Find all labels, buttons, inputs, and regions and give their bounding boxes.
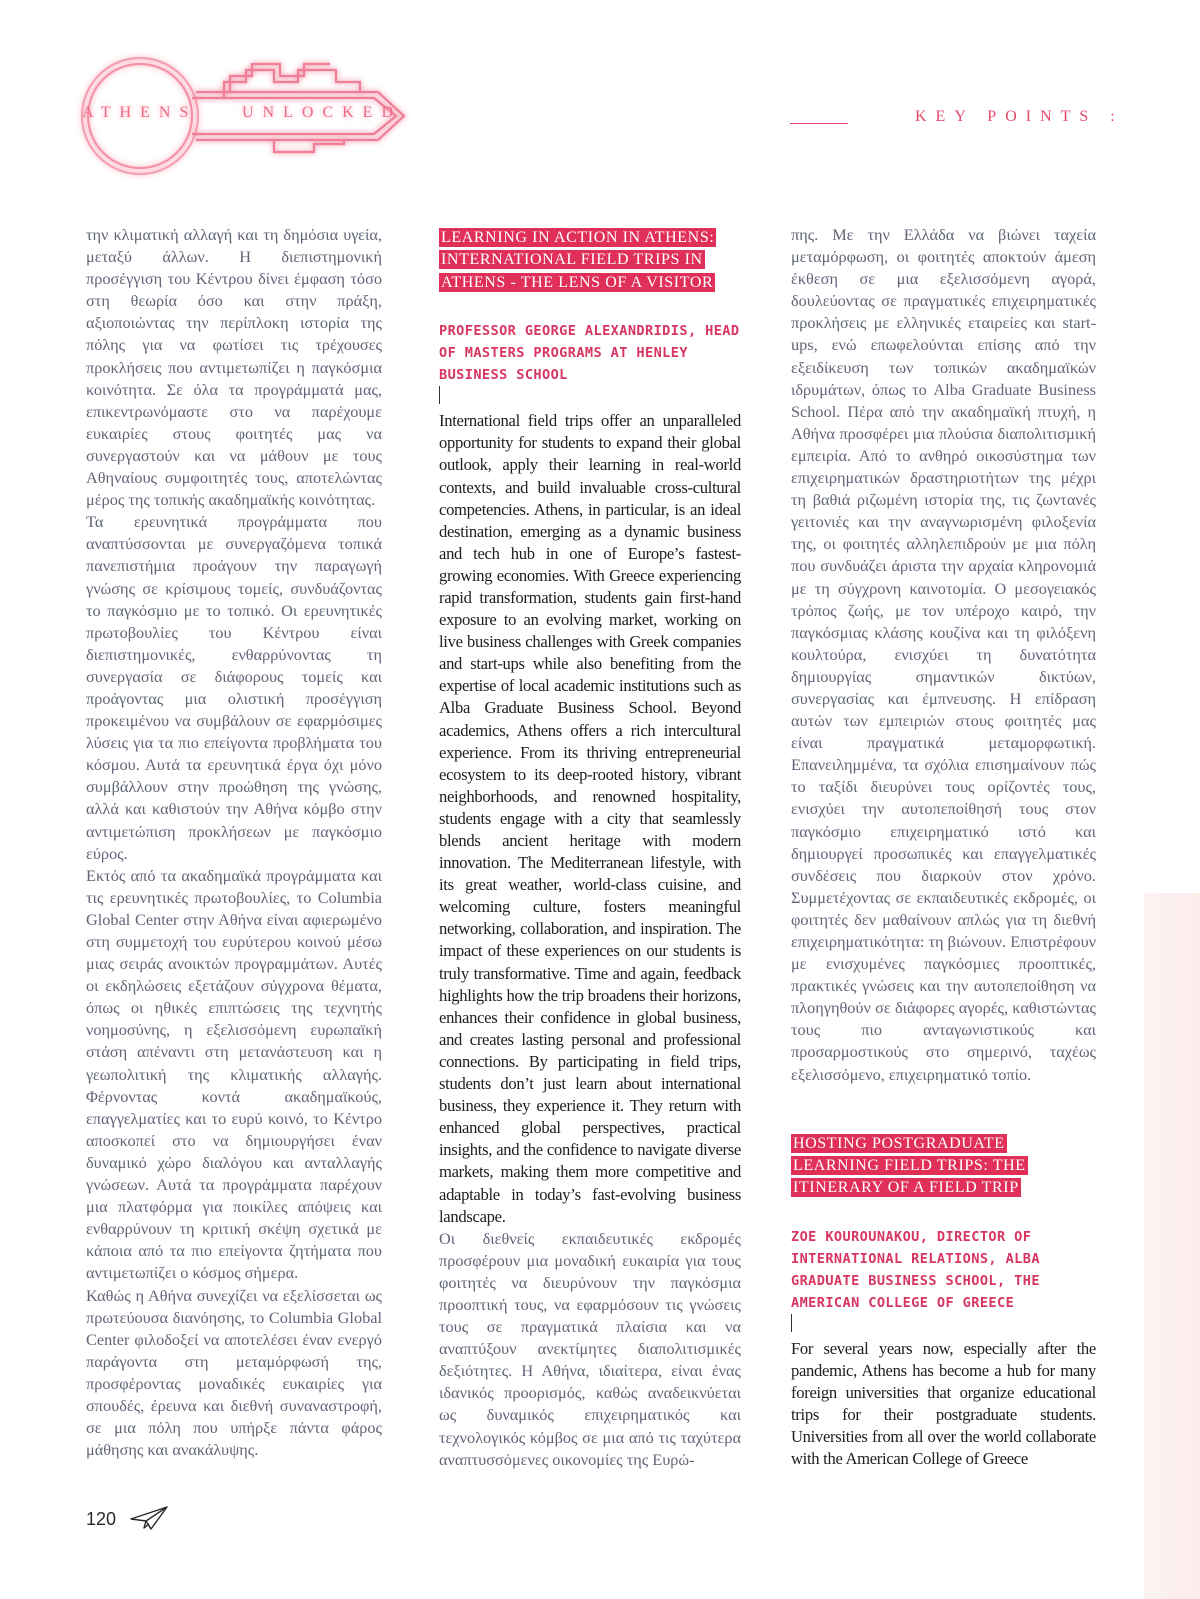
article-1-body-greek: Οι διεθνείς εκπαιδευτικές εκδρομές προσφέρουν μια μοναδική ευκαιρία για τους φοιτητές να διευρύνουν την παγκόσμια προοπτική τους, να εφαρμόσουν τις γνώσεις τους σε πραγματικά πλαίσια και να αναπτύξουν ανεκτίμητες διαπολιτισμικές δεξιότητες. Η Αθήνα, ιδιαίτερα, είναι ένας ιδανικός προορισμός, καθώς αναδεικνύεται ως δυναμικός επιχειρηματικός και τεχνολογικός κόμβος σε μια από τις ταχύτερα αναπτυσσόμενες οικονομίες της Ευρώ- [439,1228,741,1469]
author-divider [439,386,440,404]
decorative-side-strip [1144,893,1200,1599]
athens-unlocked-logo [74,48,414,188]
paper-plane-icon [129,1505,169,1531]
col1-paragraph-4: Καθώς η Αθήνα συνεχίζει να εξελίσσεται ως πρωτεύουσα διανόησης, το Columbia Global Center φιλοδοξεί να αποτελέσει έναν ενεργό παράγοντα στη μεταμόρφωσή της, προσφέροντας μοναδικές ευκαιρίες για σπουδές, έρευνα και διεθνή συναναστροφή, σε μια πόλη που υπήρξε πάντα φάρος μάθησης και ανακάλυψης. [86,1285,382,1460]
article-2-heading [791,1133,1091,1200]
author-divider-2 [791,1314,792,1332]
article-1-heading [439,227,739,294]
article-2-body-english: For several years now, especially after the pandemic, Athens has become a hub for many foreign universities that organize educational trips for their postgraduate students. Universities from all over the world collaborate with the American College of Greece [791,1338,1096,1469]
page-number: 120 [86,1509,117,1529]
logo-word-unlocked: UNLOCKED [242,104,402,121]
article-2-author: ZOE KOUROUNAKOU, DIRECTOR OF INTERNATIONAL RELATIONS, ALBA GRADUATE BUSINESS SCHOOL, THE AMERICAN COLLEGE OF GREECE [791,1228,1040,1311]
col1-paragraph-2: Τα ερευνητικά προγράμματα που αναπτύσσονται με συνεργαζόμενα τοπικά πανεπιστήμια προάγουν την παραγωγή γνώσης σε κρίσιμους τομείς, συνδυάζοντας το παγκόσμιο με το τοπικό. Οι ερευνητικές πρωτοβουλίες του Κέντρου είναι διεπιστημονικές, ενθαρρύνοντας τη συνεργασία σε διάφορους τομείς και προάγοντας μια ολιστική προσέγγιση προκειμένου να συμβάλουν σε εφαρμόσιμες λύσεις για τα πιο επείγοντα προβλήματα του κόσμου. Αυτά τα ερευνητικά έργα όχι μόνο συμβάλλουν στην προώθηση της γνώσης, αλλά και καθιστούν την Αθήνα κόμβο στην αντιμετώπιση προκλήσεων με παγκόσμιο εύρος. [86,512,382,863]
article-1-heading-text: LEARNING IN ACTION IN ATHENS: INTERNATIONAL FIELD TRIPS IN ATHENS - THE LENS OF A VISITOR [441,229,715,291]
column-3 [791,224,1096,1470]
col1-paragraph-1: την κλιματική αλλαγή και τη δημόσια υγεία, μεταξύ άλλων. Η διεπιστημονική προσέγγιση του Κέντρου δίνει έμφαση τόσο στη θεωρία όσο και στην πράξη, αξιοποιώντας την περίπλοκη ιστορία της πόλης για να φωτίσει τις τρέχουσες προκλήσεις που αντιμετωπίζει η παγκόσμια κοινότητα. Σε όλα τα προγράμματά μας, επικεντρωνόμαστε στο να παρέχουμε ευκαιρίες στους φοιτητές μας να συνεργαστούν και να μάθουν με τους Αθηναίους συμφοιτητές τους, αποτελώντας μέρος της τοπικής ακαδημαϊκής κοινότητας. [86,225,382,510]
col1-paragraph-3: Εκτός από τα ακαδημαϊκά προγράμματα και τις ερευνητικές πρωτοβουλίες, το Columbia Global Center στην Αθήνα είναι αφιερωμένο στη συμμετοχή του ευρύτερου κοινού μέσω μιας σειράς ανοικτών προγραμμάτων. Αυτές οι εκδηλώσεις εξετάζουν σύγχρονα θέματα, όπως οι ηθικές επιπτώσεις της τεχνητής νοημοσύνης, η εξελισσόμενη ευρωπαϊκή στάση απέναντι στη μετανάστευση και η γεωπολιτική της κλιματικής αλλαγής. Φέρνοντας κοντά ακαδημαϊκούς, επαγγελματίες και το ευρύ κοινό, το Κέντρο αποσκοπεί στο να δημιουργήσει έναν δυναμικό χώρο διαλόγου και ανταλλαγής γνώσεων. Αυτά τα προγράμματα παρέχουν μια πλατφόρμα για ποικίλες απόψεις και ενθαρρύνουν τη κριτική σκέψη σχετικά με κάποια από τα πιο επείγοντα ζητήματα που αντιμετωπίζει ο κόσμος σήμερα. [86,865,382,1283]
logo-word-athens: ATHENS [82,104,198,121]
key-points-label: KEY POINTS : [915,108,1124,125]
article-1-body-greek-cont: πης. Με την Ελλάδα να βιώνει ταχεία μεταμόρφωση, οι φοιτητές αποκτούν άμεση έκθεση σε μια εξελισσόμενη αγορά, δουλεύοντας σε πραγματικές επιχειρηματικές προκλήσεις με ελληνικές εταιρείες και start-ups, ενώ επωφελούνται επίσης από την εξειδίκευση των τοπικών ακαδημαϊκών ιδρυμάτων, όπως το Alba Graduate Business School. Πέρα από την ακαδημαϊκή πτυχή, η Αθήνα προσφέρει μια πλούσια διαπολιτισμική εμπειρία. Από το ανθηρό οικοσύστημα των επιχειρηματικών δραστηριοτήτων της μέχρι τη βαθιά ριζωμένη ιστορία της, τις ζωντανές γειτονιές και την αναγνωρισμένη φιλοξενία της, οι φοιτητές αλληλεπιδρούν με μια πόλη που συνδυάζει άριστα την αρχαία κληρονομιά με τη σύγχρονη καινοτομία. Ο μεσογειακός τρόπος ζωής, με τον υπέροχο καιρό, την παγκόσμιας κλάσης κουζίνα και τη φιλόξενη κουλτούρα, ενισχύει τη δυνατότητα δημιουργίας σημαντικών δικτύων, συνεργασίας και έμπνευσης. Η επίδραση αυτών των εμπειριών στους φοιτητές μας είναι πραγματικά μεταμορφωτική. Επανειλημμένα, τα σχόλια επισημαίνουν πώς το ταξίδι διευρύνει τους ορίζοντές τους, ενισχύει την αυτοπεποίθησή τους στον παγκόσμιο επιχειρηματικό ιστό και δημιουργεί προσωπικές και επαγγελματικές συνδέσεις που διαρκούν στον χρόνο. Συμμετέχοντας σε εκπαιδευτικές εκδρομές, οι φοιτητές δεν μαθαίνουν απλώς για τη διεθνή επιχειρηματικότητα: τη βιώνουν. Επιστρέφουν με ενισχυμένες παγκόσμιες προοπτικές, πρακτικές γνώσεις και την αυτοπεποίθηση να πλοηγηθούν σε διάφορες αγορές, καθιστώντας τους πιο ανταγωνιστικούς και προσαρμοστικούς στο σημερινό, ταχέως εξελισσόμενο, επιχειρηματικό τοπίο. [791,225,1096,1084]
key-points-rule [790,123,848,124]
column-1 [86,224,382,1461]
column-2 [439,227,741,1471]
article-2-heading-text: HOSTING POSTGRADUATE LEARNING FIELD TRIPS: THE ITINERARY OF A FIELD TRIP [793,1134,1026,1197]
article-1-author: PROFESSOR GEORGE ALEXANDRIDIS, HEAD OF MASTERS PROGRAMS AT HENLEY BUSINESS SCHOOL [439,323,740,384]
article-1-body-english: International field trips offer an unparalleled opportunity for students to expand their global outlook, apply their learning in real-world contexts, and build invaluable cross-cultural competencies. Athens, in particular, is an ideal destination, emerging as a dynamic business and tech hub in one of Europe’s fastest-growing economies. With Greece experiencing rapid transformation, students gain first-hand exposure to an evolving market, working on live business challenges with Greek companies and start-ups while also benefiting from the expertise of local academic institutions such as Alba Graduate Business School. Beyond academics, Athens offers a rich intercultural experience. From its thriving entrepreneurial ecosystem to its deep-rooted history, vibrant neighborhoods, and renowned hospitality, students engage with a city that seamlessly blends ancient heritage with modern innovation. The Mediterranean lifestyle, with its great weather, world-class cuisine, and welcoming culture, fosters meaningful networking, collaboration, and inspiration. The impact of these experiences on our students is truly transformative. Time and again, feedback highlights how the trip broadens their horizons, enhances their confidence in global business, and creates lasting personal and professional connections. By participating in field trips, students don’t just learn about international business, they experience it. They return with enhanced global perspectives, practical insights, and the confidence to navigate diverse markets, making them more competitive and adaptable in today’s fast-evolving business landscape. [439,411,741,1226]
